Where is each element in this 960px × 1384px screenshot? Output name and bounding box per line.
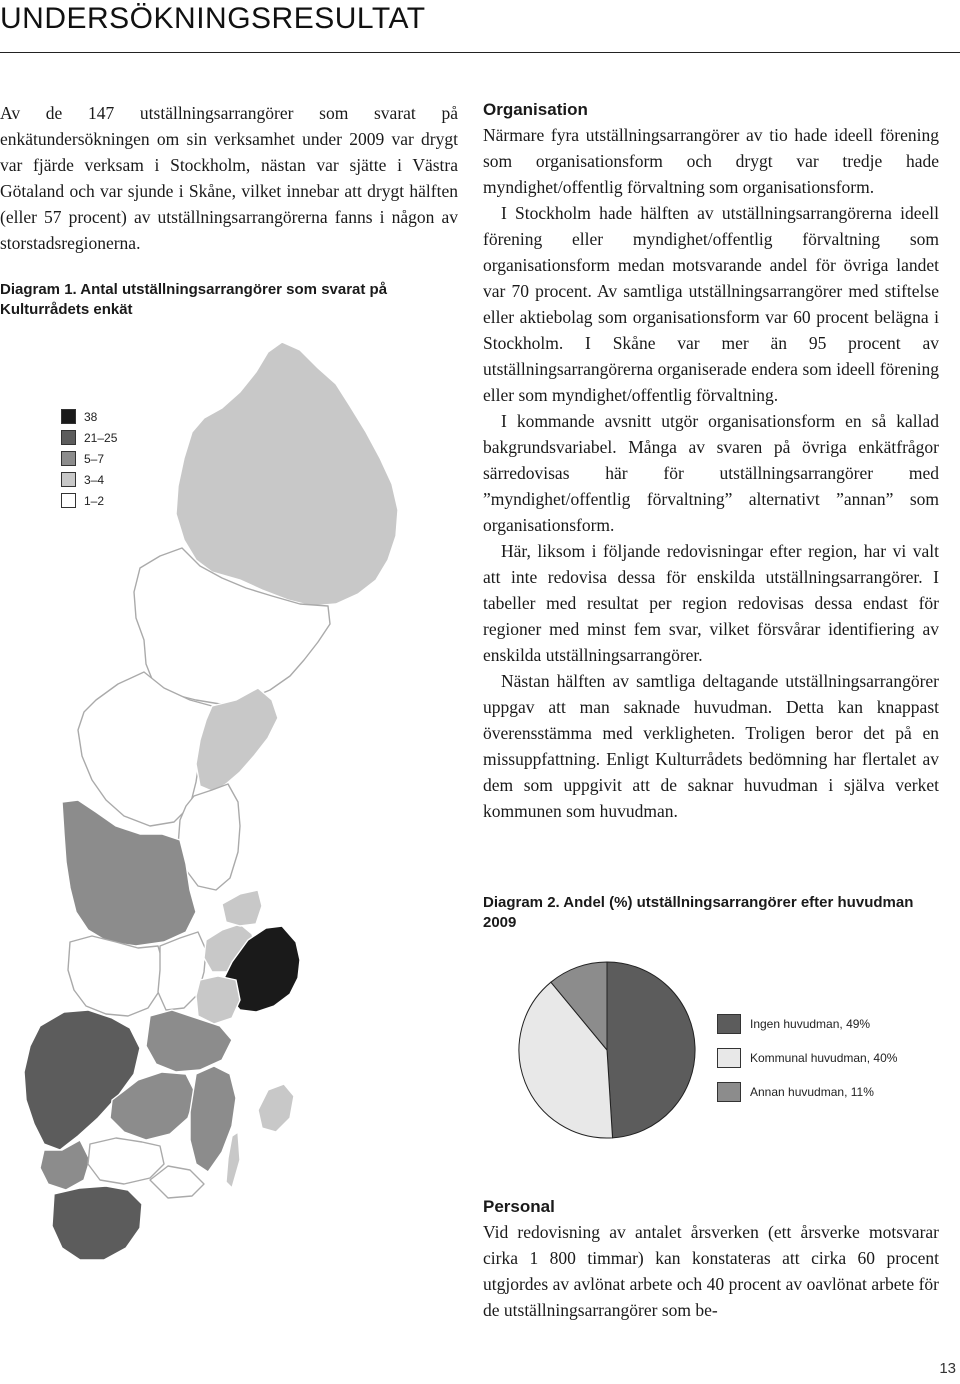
- legend-swatch: [717, 1048, 741, 1068]
- legend-label: 21–25: [84, 430, 118, 445]
- legend-label: 3–4: [84, 472, 105, 487]
- sweden-region-map: [0, 340, 460, 1260]
- organisation-paragraph: Nästan hälften av samtliga deltagande utställningsarrangörer uppgav att man saknade huvudman. Detta kan knappast överensstämma med verkligheten. Troligen beror det på en missuppfattning. Enligt Kulturrådets bedömning har flertalet av dem som uppgivit att de saknar huvudman i själva verket kommunen som huvudman.: [483, 671, 939, 821]
- legend-item: [717, 1007, 897, 1041]
- legend-label: 5–7: [84, 451, 105, 466]
- legend-label: Kommunal huvudman, 40%: [750, 1051, 898, 1065]
- region-dalarna: [62, 800, 196, 946]
- legend-label: 38: [84, 409, 98, 424]
- legend-label: Ingen huvudman, 49%: [750, 1017, 871, 1031]
- diagram2-caption: Diagram 2. Andel (%) utställningsarrangörer efter huvudman 2009: [483, 894, 914, 931]
- region-halland: [40, 1140, 90, 1190]
- intro-paragraph: Av de 147 utställningsarrangörer som svarat på enkätundersökningen om sin verksamhet under 2009 var drygt var fjärde verksam i Stockholm, nästan var sjätte i Västra Götaland och var sjunde i Skåne, vilket innebar att drygt hälften (eller 57 procent) av utställningsarrangörerna fanns i någon av storstadsregionerna.: [0, 103, 458, 253]
- region-skane: [52, 1186, 142, 1260]
- page-title: UNDERSÖKNINGSRESULTAT: [0, 2, 426, 35]
- organisation-section: [483, 98, 939, 824]
- legend-label: 1–2: [84, 493, 105, 508]
- personal-heading: Personal: [483, 1197, 555, 1216]
- page-number: 13: [939, 1360, 956, 1377]
- legend-item: [717, 1041, 897, 1075]
- title-rule: [0, 52, 960, 53]
- personal-section: [483, 1195, 939, 1323]
- diagram1-caption: Diagram 1. Antal utställningsarrangörer som svarat på Kulturrådets enkät: [0, 281, 388, 318]
- legend-swatch: [717, 1082, 741, 1102]
- legend-item: [717, 1075, 897, 1109]
- region-uppsala: [222, 890, 262, 926]
- organisation-paragraph: I kommande avsnitt utgör organisationsform en så kallad bakgrundsvariabel. Många av svaren på övriga enkätfrågor särredovisas här för utställningsarrangörer med ”myndighet/offentlig förvaltning” alternativt ”annan” som organisationsform.: [483, 411, 939, 535]
- huvudman-pie-chart: [512, 955, 702, 1145]
- legend-label: Annan huvudman, 11%: [750, 1085, 874, 1099]
- diagram2-legend: [717, 1007, 897, 1109]
- region-gotland: [258, 1084, 294, 1132]
- region-oland: [226, 1132, 240, 1188]
- personal-paragraph: Vid redovisning av antalet årsverken (ett årsverke motsvarar cirka 1 800 timmar) kan konstateras att cirka 60 procent utgjordes av avlönat arbete och 40 procent av oavlönat arbete för de utställningsarrangörer som be-: [483, 1222, 939, 1320]
- region-varmland: [68, 936, 164, 1016]
- region-norrbotten: [176, 342, 398, 606]
- organisation-paragraph: Närmare fyra utställningsarrangörer av tio hade ideell förening som organisationsform och drygt var tredje hade myndighet/offentlig förvaltning som organisationsform.: [483, 125, 939, 197]
- legend-swatch: [717, 1014, 741, 1034]
- organisation-paragraph: I Stockholm hade hälften av utställningsarrangörerna ideell förening eller myndighet/offentlig förvaltning som organisationsform medan motsvarande andel för övriga landet var 70 procent. Av samtliga utställningsarrangörer med stiftelse eller aktiebolag som organisationsform var 60 procent belägna i Stockholm. I Skåne var mer än 95 procent av utställningsarrangörerna organiserade endera som ideell förening eller som myndighet/offentlig förvaltning.: [483, 203, 939, 405]
- region-sodermanland: [196, 976, 240, 1024]
- pie-slice-ingen-huvudman: [607, 962, 695, 1138]
- region-vasternorrland: [196, 688, 278, 792]
- organisation-paragraph: Här, liksom i följande redovisningar efter region, har vi valt att inte redovisa dessa för enskilda utställningsarrangörer. I tabeller med resultat per region redovisas dessa endast för regioner med minst fem svar, vilket försvårar identifiering av enskilda utställningsarrangörer.: [483, 541, 939, 665]
- organisation-heading: Organisation: [483, 100, 588, 119]
